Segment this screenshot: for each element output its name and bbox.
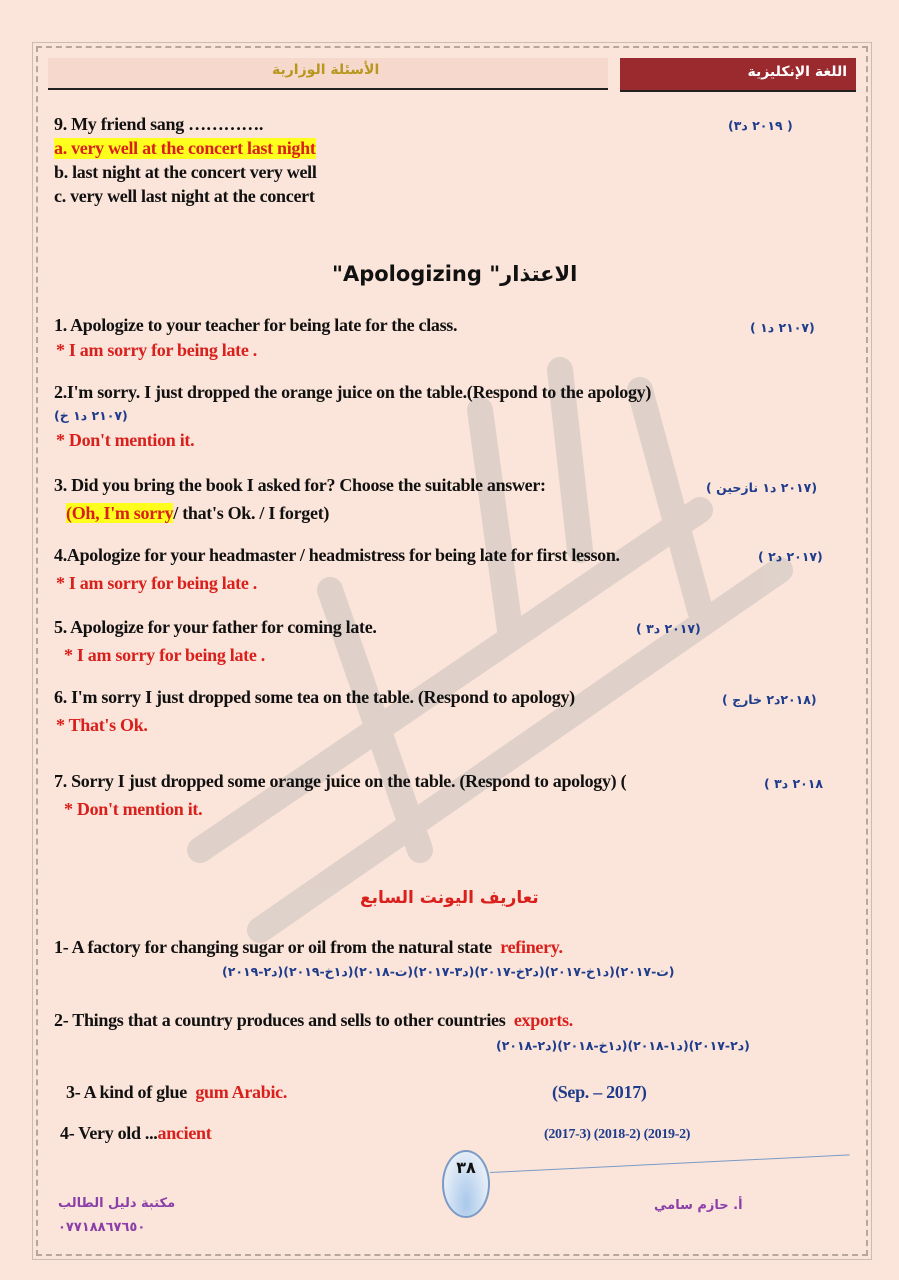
apology-q4: 4.Apologize for your headmaster / headmistress for being late for first lesson. [54, 545, 620, 565]
def1 [54, 937, 563, 958]
def3-text: 3- A kind of glue [66, 1082, 187, 1102]
def2-term: exports. [513, 1010, 573, 1030]
def3-term: gum Arabic. [195, 1082, 288, 1102]
page-number-badge [442, 1150, 490, 1218]
footer-library: مكتبة دليل الطالب [58, 1196, 176, 1211]
def3 [66, 1082, 287, 1103]
q9-question: 9. My friend sang …………. [54, 114, 264, 134]
apology-q6-ref: (٢٠١٨د٢ خارج ) [722, 692, 817, 707]
apology-a5: * I am sorry for being late . [64, 645, 265, 665]
footer-teacher: أ. حازم سامي [654, 1198, 743, 1213]
apology-q2: 2.I'm sorry. I just dropped the orange juice on the table.(Respond to the apology) [54, 382, 652, 402]
apology-a7: * Don't mention it. [64, 799, 203, 819]
section-title-apologizing: "Apologizing الاعتذار" [332, 262, 578, 286]
apology-a3-highlight: (Oh, I'm sorry [66, 503, 174, 523]
page-number: ٣٨ [456, 1158, 476, 1177]
def2-text: 2- Things that a country produces and sells to other countries [54, 1010, 506, 1030]
def1-text: 1- A factory for changing sugar or oil from the natural state [54, 937, 492, 957]
apology-q7: 7. Sorry I just dropped some orange juice on the table. (Respond to apology) ( [54, 771, 627, 791]
apology-q5: 5. Apologize for your father for coming late. [54, 617, 377, 637]
unit7-title: تعاريف اليونت السابع [360, 888, 539, 908]
apology-a6: * That's Ok. [56, 715, 148, 735]
apology-q5-ref: (٢٠١٧ د٣ ) [636, 621, 701, 636]
apology-q4-ref: (٢٠١٧ د٢ ) [758, 549, 823, 564]
def4 [60, 1123, 211, 1144]
apology-a4: * I am sorry for being late . [56, 573, 257, 593]
apology-q1: 1. Apologize to your teacher for being late for the class. [54, 315, 458, 335]
apology-a2: * Don't mention it. [56, 430, 195, 450]
footer-phone: ٠٧٧١٨٨٦٧٦٥٠ [58, 1220, 146, 1235]
apology-q3: 3. Did you bring the book I asked for? Choose the suitable answer: [54, 475, 546, 495]
def2 [54, 1010, 573, 1031]
def2-refs: (د٢-٢٠١٧)(د١-٢٠١٨)(د١خ-٢٠١٨)(د٢-٢٠١٨) [496, 1038, 750, 1053]
def4-term: ancient [157, 1123, 212, 1143]
def4-text: 4- Very old ... [60, 1123, 158, 1143]
q9-ref: ( ٢٠١٩ د٣) [728, 118, 793, 133]
def4-refs: (2017-3) (2018-2) (2019-2) [544, 1127, 691, 1142]
apology-q3-ref: (٢٠١٧ د١ نازحين ) [706, 480, 818, 495]
header-left-title: الأسئلة الوزارية [272, 62, 380, 78]
apology-a1: * I am sorry for being late . [56, 340, 257, 360]
apology-a3-rest: / that's Ok. / I forget) [173, 503, 330, 523]
apology-q7-ref: ٢٠١٨ د٣ ) [764, 776, 824, 791]
apology-a3 [66, 503, 329, 524]
q9-option-c: c. very well last night at the concert [54, 186, 315, 206]
def3-refs: (Sep. – 2017) [552, 1082, 647, 1102]
apology-q2-ref: (٢١٠٧ د١ خ) [54, 408, 128, 423]
apology-q1-ref: (٢١٠٧ د١ ) [750, 320, 815, 335]
def1-refs: (ت-٢٠١٧)(د١خ-٢٠١٧)(د٢خ-٢٠١٧)(د٣-٢٠١٧)(ت-٢٠١٨)(د١خ-٢٠١٩)(د٢-٢٠١٩) [222, 964, 675, 979]
header-right-title: اللغة الإنكليزية [747, 64, 847, 80]
apology-q6: 6. I'm sorry I just dropped some tea on the table. (Respond to apology) [54, 687, 575, 707]
q9-option-a: a. very well at the concert last night [54, 138, 316, 158]
q9-option-b: b. last night at the concert very well [54, 162, 317, 182]
def1-term: refinery. [500, 937, 563, 957]
